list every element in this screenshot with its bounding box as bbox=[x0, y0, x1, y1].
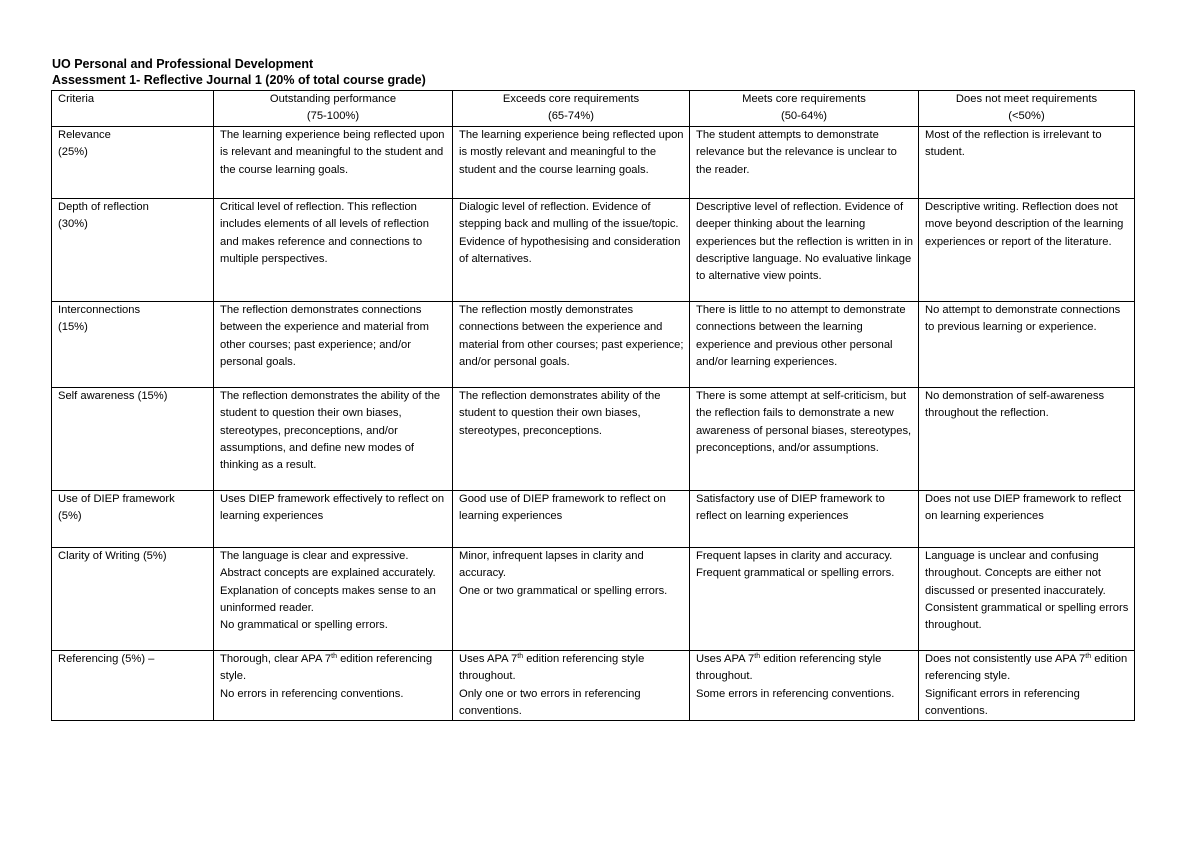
rubric-cell-meets bbox=[690, 387, 919, 490]
criterion-cell bbox=[52, 387, 214, 490]
cell-text: Frequent lapses in clarity and accuracy. bbox=[696, 549, 893, 562]
rubric-cell-does-not-meet bbox=[919, 126, 1135, 198]
cell-text: Consistent grammatical or spelling errors throughout. bbox=[925, 602, 1129, 632]
rubric-cell-outstanding bbox=[214, 547, 453, 650]
criterion-cell bbox=[52, 301, 214, 387]
header-exceeds: Exceeds core requirements (65-74%) bbox=[453, 91, 690, 127]
rubric-cell-exceeds bbox=[453, 490, 690, 547]
superscript: th bbox=[517, 652, 524, 660]
rubric-cell-outstanding bbox=[214, 490, 453, 547]
rubric-cell-outstanding bbox=[214, 126, 453, 198]
rubric-cell-exceeds bbox=[453, 650, 690, 721]
rubric-cell-outstanding bbox=[214, 301, 453, 387]
table-row bbox=[52, 490, 1135, 547]
rubric-cell-exceeds bbox=[453, 547, 690, 650]
cell-text: Good use of DIEP framework to reflect on learning experiences bbox=[459, 492, 666, 523]
cell-text: The learning experience being reflected upon is mostly relevant and meaningful to the student and the course learning goals. bbox=[459, 128, 684, 176]
table-row bbox=[52, 387, 1135, 490]
rubric-cell-does-not-meet bbox=[919, 547, 1135, 650]
cell-text: There is little to no attempt to demonstrate connections between the learning experience and previous other personal and/or learning experiences. bbox=[696, 303, 906, 369]
rubric-cell-exceeds bbox=[453, 198, 690, 301]
rubric-cell-meets bbox=[690, 490, 919, 547]
cell-text: Language is unclear and confusing throughout. Concepts are either not discussed or presented inaccurately. bbox=[925, 549, 1106, 597]
cell-text: Minor, infrequent lapses in clarity and accuracy. bbox=[459, 549, 644, 580]
rubric-cell-meets bbox=[690, 198, 919, 301]
criterion-text: Relevance bbox=[58, 128, 111, 141]
cell-text: Uses APA 7th edition referencing style throughout. bbox=[696, 652, 882, 683]
criterion-text: (30%) bbox=[58, 218, 88, 231]
cell-text: The reflection demonstrates connections between the experience and material from other courses; past experience; and/or personal goals. bbox=[220, 303, 429, 369]
cell-text: The reflection demonstrates the ability of the student to question their own biases, stereotypes, preconceptions, and/or assumptions, and define new modes of thinking as a result. bbox=[220, 389, 441, 472]
cell-text: Satisfactory use of DIEP framework to reflect on learning experiences bbox=[696, 492, 885, 523]
criterion-text: (15%) bbox=[58, 321, 88, 334]
cell-text: Frequent grammatical or spelling errors. bbox=[696, 567, 895, 580]
criterion-text: (5%) bbox=[58, 510, 82, 523]
cell-text: Thorough, clear APA 7th edition referencing style. bbox=[220, 652, 433, 683]
criterion-cell bbox=[52, 490, 214, 547]
document-subtitle: Assessment 1- Reflective Journal 1 (20% of total course grade) bbox=[52, 73, 426, 87]
cell-text: Does not use DIEP framework to reflect on learning experiences bbox=[925, 492, 1122, 523]
table-row bbox=[52, 198, 1135, 301]
criterion-cell bbox=[52, 650, 214, 721]
header-row bbox=[52, 91, 1135, 127]
criterion-cell bbox=[52, 126, 214, 198]
criterion-text: Self awareness (15%) bbox=[58, 389, 168, 402]
rubric-cell-outstanding bbox=[214, 387, 453, 490]
rubric-cell-meets bbox=[690, 301, 919, 387]
cell-text: Dialogic level of reflection. Evidence of stepping back and mulling of the issue/topic. Evidence of hypothesising and consideration of alternatives. bbox=[459, 200, 681, 266]
cell-text: Explanation of concepts makes sense to an uninformed reader. bbox=[220, 584, 436, 615]
cell-text: Significant errors in referencing conventions. bbox=[925, 687, 1080, 718]
header-outstanding: Outstanding performance (75-100%) bbox=[214, 91, 453, 127]
rubric-cell-exceeds bbox=[453, 126, 690, 198]
rubric-cell-does-not-meet bbox=[919, 490, 1135, 547]
rubric-cell-outstanding bbox=[214, 198, 453, 301]
criterion-text: Interconnections bbox=[58, 303, 141, 316]
table-row bbox=[52, 126, 1135, 198]
criterion-text: (25%) bbox=[58, 146, 88, 159]
rubric-cell-does-not-meet bbox=[919, 650, 1135, 721]
criterion-cell bbox=[52, 198, 214, 301]
cell-text: Most of the reflection is irrelevant to student. bbox=[925, 128, 1102, 159]
header-does-not-meet: Does not meet requirements (<50%) bbox=[919, 91, 1135, 127]
header-meets: Meets core requirements (50-64%) bbox=[690, 91, 919, 127]
superscript: th bbox=[754, 652, 761, 660]
cell-text: One or two grammatical or spelling errors. bbox=[459, 584, 668, 597]
rubric-cell-meets bbox=[690, 547, 919, 650]
cell-text: Abstract concepts are explained accurately. bbox=[220, 567, 436, 580]
rubric-cell-does-not-meet bbox=[919, 301, 1135, 387]
criterion-text: Depth of reflection bbox=[58, 200, 149, 213]
criterion-text: Use of DIEP framework bbox=[58, 492, 175, 505]
cell-text: No attempt to demonstrate connections to previous learning or experience. bbox=[925, 303, 1121, 334]
rubric-cell-meets bbox=[690, 126, 919, 198]
cell-text: The reflection demonstrates ability of the student to question their own biases, stereotypes, preconceptions. bbox=[459, 389, 661, 437]
document-title: UO Personal and Professional Development bbox=[52, 57, 314, 71]
rubric-cell-does-not-meet bbox=[919, 198, 1135, 301]
cell-text: Descriptive writing. Reflection does not move beyond description of the learning experiences or report of the literature. bbox=[925, 200, 1124, 248]
rubric-cell-meets bbox=[690, 650, 919, 721]
cell-text: Some errors in referencing conventions. bbox=[696, 687, 895, 700]
cell-text: There is some attempt at self-criticism, but the reflection fails to demonstrate a new awareness of personal biases, stereotypes, preconceptions, and/or assumptions. bbox=[696, 389, 912, 455]
header-criteria: Criteria bbox=[52, 91, 214, 127]
criterion-cell bbox=[52, 547, 214, 650]
rubric-cell-exceeds bbox=[453, 387, 690, 490]
superscript: th bbox=[331, 652, 337, 660]
criterion-text: Clarity of Writing (5%) bbox=[58, 549, 167, 562]
rubric-body bbox=[52, 126, 1135, 721]
cell-text: No errors in referencing conventions. bbox=[220, 687, 404, 700]
document-header bbox=[52, 56, 1132, 88]
cell-text: No grammatical or spelling errors. bbox=[220, 619, 388, 632]
table-row bbox=[52, 547, 1135, 650]
rubric-cell-exceeds bbox=[453, 301, 690, 387]
cell-text: No demonstration of self-awareness throughout the reflection. bbox=[925, 389, 1105, 420]
cell-text: The reflection mostly demonstrates connections between the experience and material from other courses; past experience; and/or personal goals. bbox=[459, 303, 684, 369]
cell-text: The student attempts to demonstrate relevance but the relevance is unclear to the reader. bbox=[696, 128, 897, 176]
cell-text: Uses APA 7th edition referencing style throughout. bbox=[459, 652, 645, 683]
rubric-cell-does-not-meet bbox=[919, 387, 1135, 490]
cell-text: Uses DIEP framework effectively to reflect on learning experiences bbox=[220, 492, 445, 523]
rubric-cell-outstanding bbox=[214, 650, 453, 721]
cell-text: The learning experience being reflected upon is relevant and meaningful to the student and the course learning goals. bbox=[220, 128, 445, 176]
cell-text: Critical level of reflection. This reflection includes elements of all levels of reflection and makes reference and connections to multiple perspectives. bbox=[220, 200, 429, 266]
cell-text: Only one or two errors in referencing conventions. bbox=[459, 687, 641, 718]
cell-text: Does not consistently use APA 7th edition referencing style. bbox=[925, 652, 1128, 683]
table-row bbox=[52, 301, 1135, 387]
table-row bbox=[52, 650, 1135, 721]
superscript: th bbox=[1085, 652, 1092, 660]
rubric-table bbox=[51, 90, 1135, 721]
cell-text: Descriptive level of reflection. Evidence of deeper thinking about the learning experiences but the reflection is written in in descriptive language. No evaluative linkage to alternative view points. bbox=[696, 200, 914, 283]
criterion-text: Referencing (5%) – bbox=[58, 652, 155, 665]
cell-text: The language is clear and expressive. bbox=[220, 549, 409, 562]
